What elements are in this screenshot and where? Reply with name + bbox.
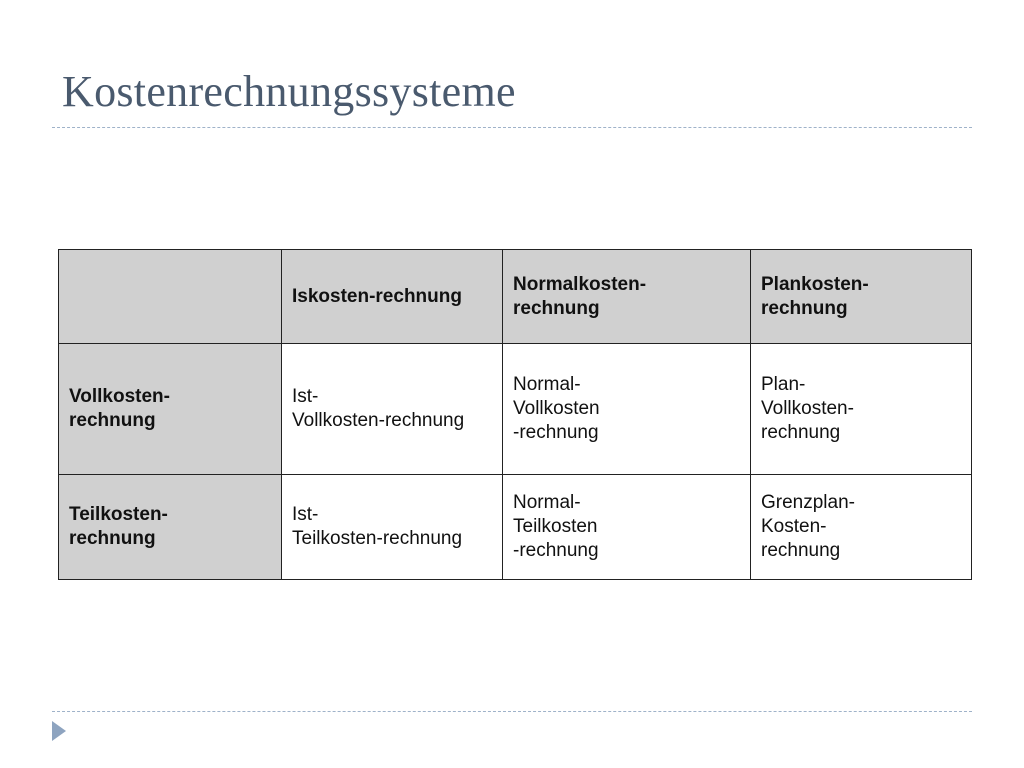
table-header-row — [59, 250, 972, 344]
cost-systems-table — [58, 249, 972, 580]
table-cell: Grenzplan- Kosten- rechnung — [751, 475, 972, 580]
column-header-plan: Plankosten- rechnung — [751, 250, 972, 344]
column-header-normal: Normalkosten- rechnung — [503, 250, 751, 344]
table-cell: Ist- Teilkosten-rechnung — [282, 475, 503, 580]
footer-divider — [52, 711, 972, 712]
table-cell: Normal- Vollkosten -rechnung — [503, 344, 751, 475]
table-row — [59, 475, 972, 580]
slide-title: Kostenrechnungssysteme — [62, 67, 516, 116]
triangle-right-icon[interactable] — [52, 721, 66, 741]
row-header-teilkosten: Teilkosten- rechnung — [59, 475, 282, 580]
table-cell: Plan- Vollkosten- rechnung — [751, 344, 972, 475]
corner-cell — [59, 250, 282, 344]
row-header-vollkosten: Vollkosten- rechnung — [59, 344, 282, 475]
column-header-ist: Iskosten-rechnung — [282, 250, 503, 344]
table-cell: Normal- Teilkosten -rechnung — [503, 475, 751, 580]
title-divider — [52, 127, 972, 128]
table-row — [59, 344, 972, 475]
table-cell: Ist- Vollkosten-rechnung — [282, 344, 503, 475]
